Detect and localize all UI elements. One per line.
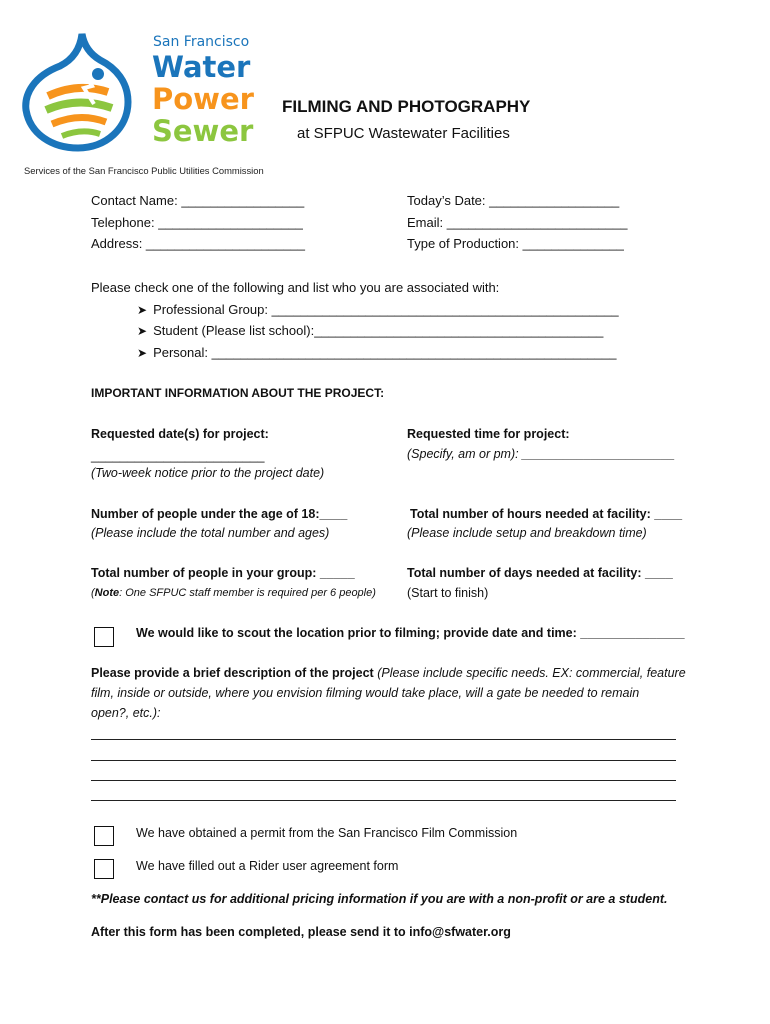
description-answer-line[interactable] [91, 760, 676, 761]
group-size-note [91, 587, 376, 599]
group-size-field[interactable]: Total number of people in your group: _____ [91, 566, 355, 580]
minors-count-field[interactable]: Number of people under the age of 18:____ [91, 507, 348, 521]
association-item-label: Personal: ________________________________________________________ [153, 345, 617, 360]
description-answer-line[interactable] [91, 739, 676, 740]
send-instructions: After this form has been completed, please send it to info@sfwater.org [91, 925, 511, 939]
days-needed-field[interactable]: Total number of days needed at facility: ____ [407, 566, 673, 580]
page-title: FILMING AND PHOTOGRAPHY [282, 97, 531, 116]
page-subtitle: at SFPUC Wastewater Facilities [297, 125, 510, 142]
requested-dates-field[interactable]: ________________________ [91, 448, 265, 463]
requested-dates-label: Requested date(s) for project: [91, 427, 269, 441]
days-needed-note: (Start to finish) [407, 586, 489, 600]
requested-dates-note: (Two-week notice prior to the project date) [91, 466, 325, 480]
requested-time-label: Requested time for project: [407, 427, 570, 441]
scout-location-label: We would like to scout the location prior to filming; provide date and time: _______________ [136, 626, 685, 640]
email-field[interactable]: Email: _________________________ [407, 215, 628, 230]
hours-needed-field[interactable]: Total number of hours needed at facility: ____ [410, 507, 683, 521]
description-prompt-line-2: film, inside or outside, where you envision filming would take place, will a gate be needed to remain [91, 686, 640, 700]
telephone-field[interactable]: Telephone: ____________________ [91, 215, 303, 230]
hours-needed-note: (Please include setup and breakdown time) [407, 526, 647, 540]
rider-agreement-checkbox[interactable] [94, 859, 114, 879]
requested-time-field[interactable]: (Specify, am or pm): ______________________ [407, 447, 676, 461]
todays-date-field[interactable]: Today’s Date: __________________ [407, 193, 620, 208]
association-item-professional[interactable] [137, 302, 619, 317]
association-item-label: Professional Group: ________________________________________________ [153, 302, 619, 317]
description-answer-line[interactable] [91, 780, 676, 781]
water-drop-logo-icon [22, 30, 142, 152]
group-note-bold: Note [94, 587, 120, 599]
pricing-note: **Please contact us for additional pricing information if you are with a non-profit or are a student. [91, 892, 668, 906]
description-prompt-line-1 [91, 666, 686, 680]
logo-line-1: San Francisco [153, 34, 250, 50]
arrow-bullet-icon: ➤ [137, 324, 148, 338]
association-intro: Please check one of the following and list who you are associated with: [91, 280, 500, 295]
description-answer-line[interactable] [91, 800, 676, 801]
contact-name-field[interactable]: Contact Name: _________________ [91, 193, 305, 208]
rider-agreement-label: We have filled out a Rider user agreement form [136, 859, 399, 873]
logo-line-4: Sewer [152, 114, 254, 148]
scout-location-checkbox[interactable] [94, 627, 114, 647]
project-heading: IMPORTANT INFORMATION ABOUT THE PROJECT: [91, 386, 385, 400]
association-item-label: Student (Please list school):________________________________________ [153, 323, 604, 338]
logo-tagline: Services of the San Francisco Public Utilities Commission [24, 165, 264, 176]
logo-line-3: Power [152, 82, 254, 116]
description-prompt-line-3: open?, etc.): [91, 706, 161, 720]
association-item-student[interactable] [137, 323, 603, 338]
association-item-personal[interactable] [137, 345, 616, 360]
minors-count-note: (Please include the total number and ages) [91, 526, 330, 540]
logo-line-2: Water [152, 50, 251, 84]
film-commission-permit-label: We have obtained a permit from the San Francisco Film Commission [136, 826, 518, 840]
group-note-rest: : One SFPUC staff member is required per 6 people) [119, 587, 376, 599]
film-commission-permit-checkbox[interactable] [94, 826, 114, 846]
description-hint: (Please include specific needs. EX: commercial, feature [373, 666, 686, 680]
group-note-open: ( [91, 587, 95, 599]
arrow-bullet-icon: ➤ [137, 303, 148, 317]
address-field[interactable]: Address: ______________________ [91, 236, 305, 251]
production-type-field[interactable]: Type of Production: ______________ [407, 236, 624, 251]
arrow-bullet-icon: ➤ [137, 346, 148, 360]
description-label: Please provide a brief description of the project [91, 666, 374, 680]
